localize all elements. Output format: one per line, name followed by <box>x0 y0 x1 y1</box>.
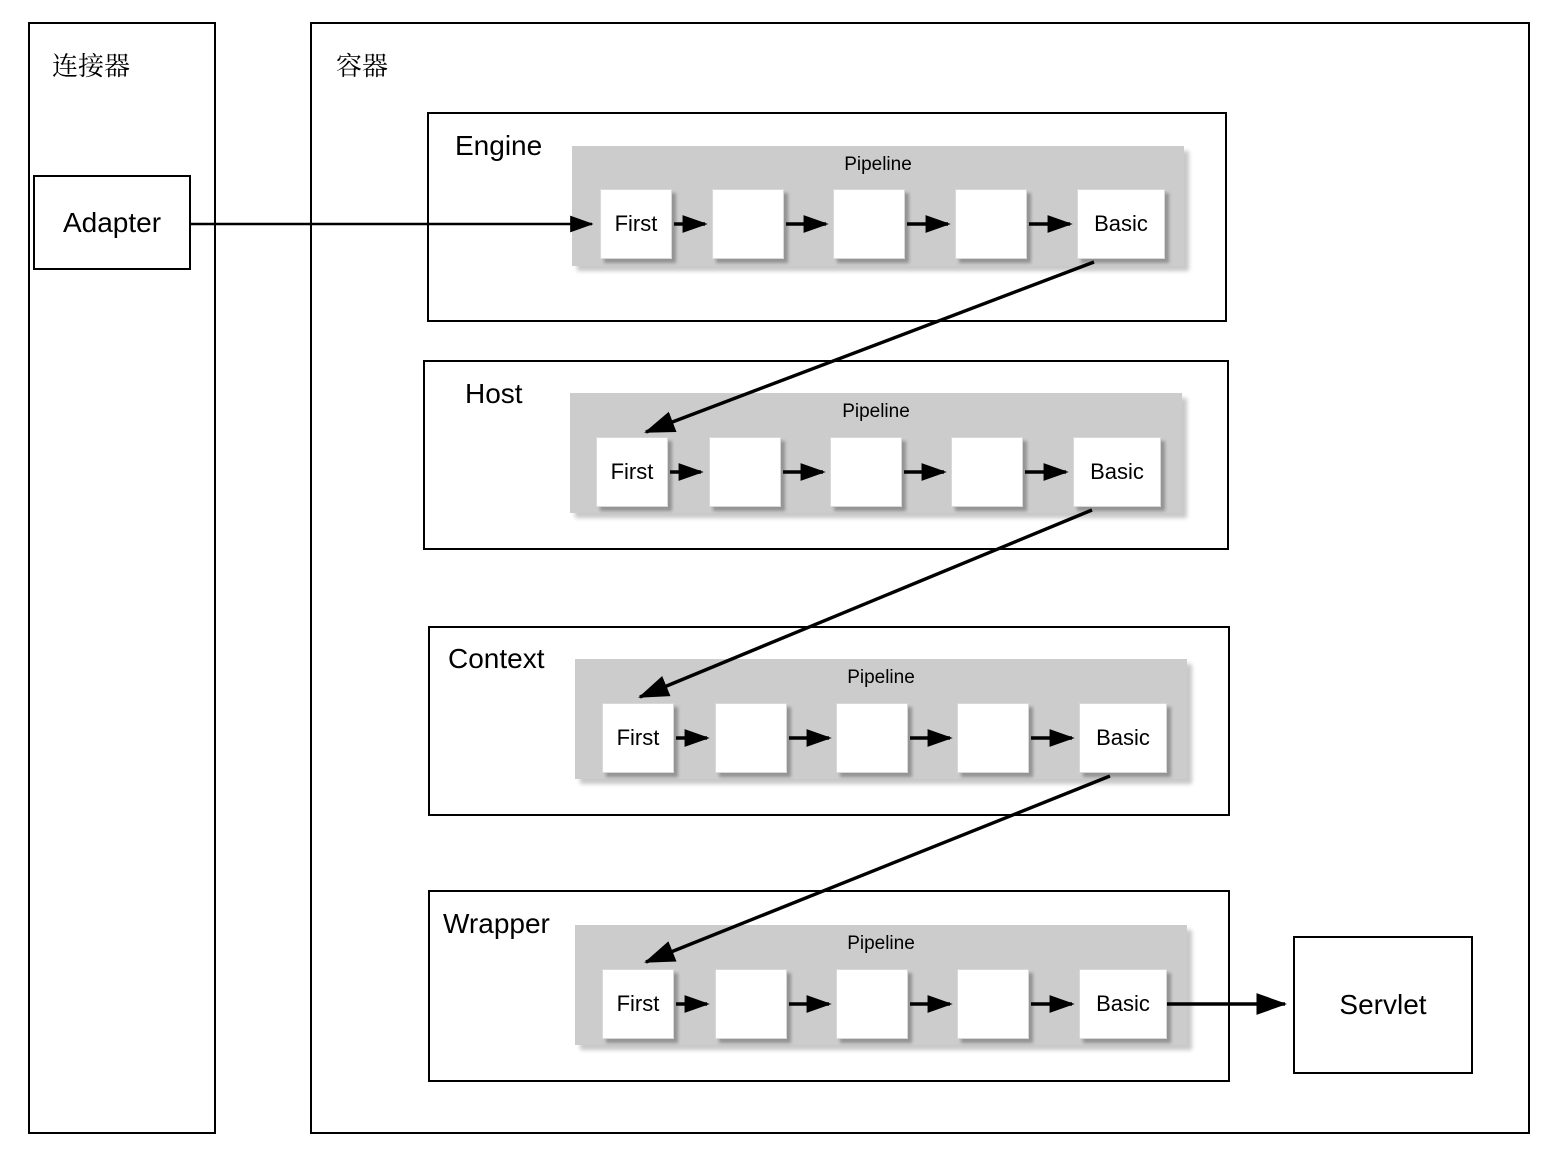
valve-wrapper-2 <box>715 969 787 1039</box>
valve-engine-2 <box>712 189 784 259</box>
servlet-box <box>1293 936 1473 1074</box>
valve-wrapper-basic <box>1079 969 1167 1039</box>
valve-context-first <box>602 703 674 773</box>
valve-label: Basic <box>1090 459 1144 484</box>
valve-wrapper-first <box>602 969 674 1039</box>
tier-context-title: Context <box>448 643 545 674</box>
valve-engine-4 <box>955 189 1027 259</box>
valve-context-4 <box>957 703 1029 773</box>
valve-engine-basic <box>1077 189 1165 259</box>
valve-wrapper-4 <box>957 969 1029 1039</box>
valve-engine-3 <box>833 189 905 259</box>
tier-host-title: Host <box>465 378 523 409</box>
valve-host-4 <box>951 437 1023 507</box>
valve-host-2 <box>709 437 781 507</box>
adapter-box <box>33 175 191 270</box>
pipeline-engine-label: Pipeline <box>844 154 912 175</box>
servlet-label: Servlet <box>1339 989 1427 1020</box>
valve-label: Basic <box>1096 991 1150 1016</box>
valve-label: First <box>616 991 660 1016</box>
valve-label: First <box>616 725 660 750</box>
container-panel-label: 容器 <box>336 51 389 81</box>
valve-label: Basic <box>1094 211 1148 236</box>
valve-context-3 <box>836 703 908 773</box>
valve-wrapper-3 <box>836 969 908 1039</box>
adapter-label: Adapter <box>62 206 162 238</box>
valve-host-3 <box>830 437 902 507</box>
valve-host-first <box>596 437 668 507</box>
valve-context-2 <box>715 703 787 773</box>
valve-host-basic <box>1073 437 1161 507</box>
connector-panel-label: 连接器 <box>52 51 131 81</box>
tier-wrapper-title: Wrapper <box>443 908 550 939</box>
pipeline-context-label: Pipeline <box>847 667 915 688</box>
valve-engine-first <box>600 189 672 259</box>
pipeline-wrapper-label: Pipeline <box>847 933 915 954</box>
pipeline-host-label: Pipeline <box>842 401 910 422</box>
valve-context-basic <box>1079 703 1167 773</box>
valve-label: Basic <box>1096 725 1150 750</box>
tier-engine-title: Engine <box>455 130 543 161</box>
valve-label: First <box>614 211 658 236</box>
valve-label: First <box>610 459 654 484</box>
